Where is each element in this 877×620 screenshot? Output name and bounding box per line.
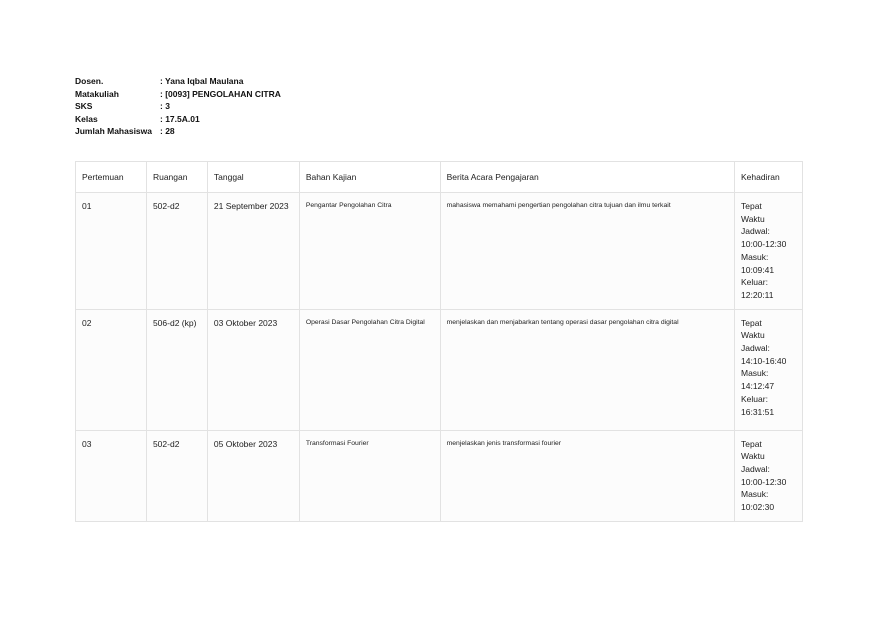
cell-kehadiran xyxy=(735,430,803,521)
matakuliah-value: : [0093] PENGOLAHAN CITRA xyxy=(160,88,281,99)
kehadiran-line: 10:00-12:30 xyxy=(741,239,787,250)
header-tanggal: Tanggal xyxy=(207,162,299,193)
cell-pertemuan: 02 xyxy=(76,309,147,430)
kehadiran-line: 14:10-16:40 xyxy=(741,355,787,366)
cell-bahan-kajian: Operasi Dasar Pengolahan Citra Digital xyxy=(299,309,440,430)
kehadiran-line: Tepat xyxy=(741,317,762,328)
table-row xyxy=(76,193,803,310)
table-row xyxy=(76,309,803,430)
kehadiran-line: Jadwal: xyxy=(741,343,770,354)
table-header xyxy=(76,162,803,193)
kelas-value: : 17.5A.01 xyxy=(160,113,200,124)
jumlah-label: Jumlah Mahasiswa xyxy=(75,126,153,137)
course-info xyxy=(75,75,281,138)
kehadiran-line: Masuk: xyxy=(741,251,769,262)
kehadiran-line: 14:12:47 xyxy=(741,381,775,392)
kehadiran-line: Keluar: xyxy=(741,393,768,404)
cell-kehadiran xyxy=(735,309,803,430)
cell-ruangan: 502-d2 xyxy=(146,193,207,310)
header-berita-acara: Berita Acara Pengajaran xyxy=(440,162,734,193)
info-kelas xyxy=(75,113,281,126)
cell-tanggal: 21 September 2023 xyxy=(207,193,299,310)
kehadiran-line: Waktu xyxy=(741,330,765,341)
info-sks xyxy=(75,100,281,113)
cell-pertemuan: 01 xyxy=(76,193,147,310)
header-ruangan: Ruangan xyxy=(146,162,207,193)
cell-berita-acara: menjelaskan dan menjabarkan tentang operasi dasar pengolahan citra digital xyxy=(440,309,734,430)
kehadiran-line: 12:20:11 xyxy=(741,289,774,300)
header-row xyxy=(76,162,803,193)
kehadiran-line: Masuk: xyxy=(741,368,769,379)
cell-berita-acara: menjelaskan jenis transformasi fourier xyxy=(440,430,734,521)
matakuliah-label: Matakuliah xyxy=(75,88,119,99)
cell-tanggal: 03 Oktober 2023 xyxy=(207,309,299,430)
header-bahan-kajian: Bahan Kajian xyxy=(299,162,440,193)
sks-value: : 3 xyxy=(160,101,170,112)
info-matakuliah xyxy=(75,88,281,101)
kehadiran-line: Jadwal: xyxy=(741,464,770,475)
kehadiran-line: Tepat xyxy=(741,438,762,449)
kehadiran-line: Waktu xyxy=(741,213,765,224)
cell-pertemuan: 03 xyxy=(76,430,147,521)
cell-ruangan: 506-d2 (kp) xyxy=(146,309,207,430)
attendance-table xyxy=(75,161,803,522)
kehadiran-line: Waktu xyxy=(741,451,765,462)
kehadiran-line: 16:31:51 xyxy=(741,406,775,417)
cell-bahan-kajian: Pengantar Pengolahan Citra xyxy=(299,193,440,310)
kelas-label: Kelas xyxy=(75,113,98,124)
dosen-label: Dosen. xyxy=(75,76,104,86)
cell-tanggal: 05 Oktober 2023 xyxy=(207,430,299,521)
dosen-value: : Yana Iqbal Maulana xyxy=(160,76,244,86)
kehadiran-line: Keluar: xyxy=(741,277,768,288)
header-pertemuan: Pertemuan xyxy=(76,162,147,193)
kehadiran-line: Tepat xyxy=(741,201,762,211)
header-kehadiran: Kehadiran xyxy=(735,162,803,193)
sks-label: SKS xyxy=(75,101,93,112)
cell-berita-acara: mahasiswa memahami pengertian pengolahan citra tujuan dan ilmu terkait xyxy=(440,193,734,310)
kehadiran-line: 10:02:30 xyxy=(741,502,775,513)
table-row xyxy=(76,430,803,521)
kehadiran-line: 10:00-12:30 xyxy=(741,476,787,487)
info-jumlah xyxy=(75,125,281,138)
cell-kehadiran xyxy=(735,193,803,310)
kehadiran-line: Masuk: xyxy=(741,489,769,500)
jumlah-value: : 28 xyxy=(160,126,175,137)
kehadiran-line: 10:09:41 xyxy=(741,264,775,275)
cell-ruangan: 502-d2 xyxy=(146,430,207,521)
info-dosen xyxy=(75,75,281,88)
kehadiran-line: Jadwal: xyxy=(741,226,770,237)
cell-bahan-kajian: Transformasi Fourier xyxy=(299,430,440,521)
